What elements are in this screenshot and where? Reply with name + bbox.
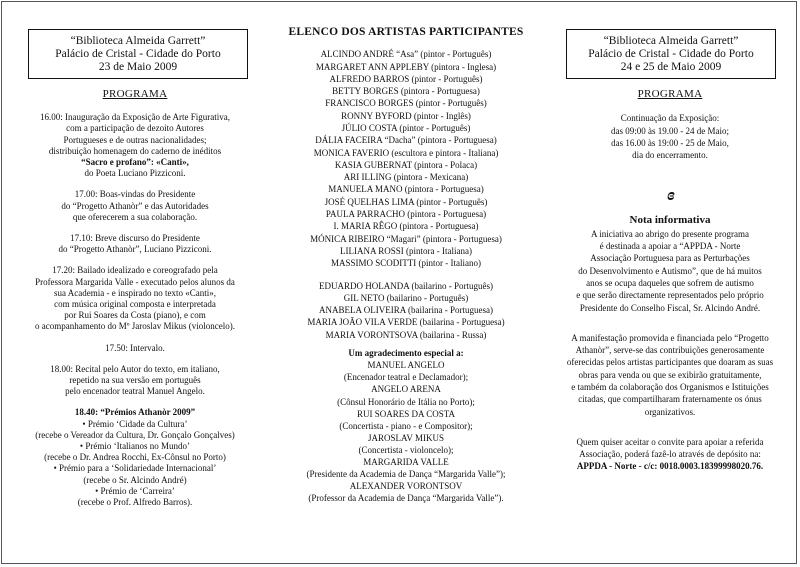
note-paragraph-1 xyxy=(550,228,790,314)
spacer xyxy=(272,270,540,280)
programme-item xyxy=(10,189,260,223)
programme-item-line: (recebe o Dr. Andrea Rocchi, Ex-Cônsul no Porto) xyxy=(44,452,226,463)
left-venue-date: 23 de Maio 2009 xyxy=(98,61,178,73)
acknowledgement-line: JAROSLAV MIKUS xyxy=(368,432,444,443)
programme-item-line: o acompanhamento do Mº Jaroslav Mikus (violoncelo). xyxy=(35,321,235,332)
artist-entry: MARIA JOÃO VILA VERDE (bailarina - Portuguesa) xyxy=(307,317,505,328)
left-venue-box xyxy=(28,29,248,79)
continuation-line: das 09:00 às 19.00 - 24 de Maio; xyxy=(611,125,729,136)
acknowledgement-line: ANGELO ARENA xyxy=(371,384,441,395)
left-venue-line: Palácio de Cristal - Cidade do Porto xyxy=(55,48,221,60)
programme-item xyxy=(10,364,260,398)
programme-item-line: 17.20: Bailado idealizado e coreografado pela xyxy=(52,265,218,276)
continuation-line: Continuação da Exposição: xyxy=(620,113,720,124)
artist-entry: MONICA FAVERIO (escultora e pintora - Italiana) xyxy=(313,147,499,158)
right-venue-box xyxy=(566,29,776,79)
right-programa-heading: PROGRAMA xyxy=(637,88,703,100)
programme-item-line: pelo encenador teatral Manuel Angelo. xyxy=(65,386,205,397)
programme-item-line: • Prémio de ‘Carreira’ xyxy=(95,485,175,496)
artist-entry: ALFREDO BARROS (pintor - Português) xyxy=(329,73,483,84)
note-line: e que serão directamente representados pelo próprio xyxy=(576,290,764,301)
programme-item-line: • Prémio ‘Cidade da Cultura’ xyxy=(82,418,188,429)
artist-entry: MÓNICA RIBEIRO “Magari” (pintora - Portuguesa) xyxy=(310,233,502,244)
programme-item-line: do Poeta Luciano Pizziconi. xyxy=(84,168,186,179)
bank-account-line: APPDA - Norte - c/c: 0018.0003.18399998020.76. xyxy=(576,460,764,471)
artist-entry: BETTY BORGES (pintora - Portuguesa) xyxy=(332,86,480,97)
acknowledgement-line: (Cônsul Honorário de Itália no Porto); xyxy=(337,396,475,407)
programme-item-line: 16.00: Inauguração da Exposição de Arte Figurativa, xyxy=(40,112,230,123)
note-line: Associação, poderá fazê-lo através de depósito na: xyxy=(579,449,761,460)
note-heading: Nota informativa xyxy=(629,213,711,226)
note-line: e também da colaboração dos Organismos e Istituições xyxy=(571,382,769,393)
artist-entry: MARGARET ANN APPLEBY (pintora - Inglesa) xyxy=(315,61,497,72)
note-line: é destinada a apoiar a “APPDA - Norte xyxy=(599,241,741,252)
programme-item-line: que oferecerem a sua colaboração. xyxy=(72,211,198,222)
artist-entry: MANUELA MANO (pintora - Portuguesa) xyxy=(328,184,484,195)
programme-item xyxy=(10,112,260,179)
acknowledgement-line: (Presidente da Academia de Dança “Margarida Valle”); xyxy=(306,469,506,480)
note-paragraph-2 xyxy=(550,332,790,418)
artist-entry: JOSÉ QUELHAS LIMA (pintor - Português) xyxy=(324,196,488,207)
ornament-icon: ɞ xyxy=(667,185,673,205)
artists-list-dancers xyxy=(272,280,540,341)
acknowledgement-line: (Professor da Academia de Dança “Margarida Valle”). xyxy=(308,493,504,504)
programme-item xyxy=(10,343,260,354)
right-venue-date: 24 e 25 de Maio 2009 xyxy=(620,61,722,73)
right-venue-line: Palácio de Cristal - Cidade do Porto xyxy=(588,48,754,60)
artist-entry: KASIA GUBERNAT (pintora - Polaca) xyxy=(334,159,478,170)
note-line: Athanòr”, serve-se das contribuições generosamente xyxy=(575,345,765,356)
acknowledgement-line: MANUEL ANGELO xyxy=(367,360,445,371)
programme-item-line: sua Academia - e inspirado no texto «Canti», xyxy=(54,287,216,298)
acknowledgement-line: RUI SOARES DA COSTA xyxy=(356,408,456,419)
artist-entry: ARI ILLING (pintora - Mexicana) xyxy=(343,172,469,183)
artist-entry: JÚLIO COSTA (pintor - Português) xyxy=(341,122,471,133)
artist-entry: ALCINDO ANDRÉ “Asa” (pintor - Português) xyxy=(320,49,492,60)
note-line: organizativos. xyxy=(644,406,696,417)
programme-item-line: “Sacro e profano”: «Canti», xyxy=(81,157,189,168)
programme-item-line: Professora Margarida Valle - executado pelos alunos da xyxy=(35,276,235,287)
programme-item-line: (recebe o Sr. Alcindo André) xyxy=(83,474,187,485)
programme-item xyxy=(10,233,260,255)
left-column xyxy=(10,2,260,518)
acknowledgement-line: MARGARIDA VALLE xyxy=(363,456,449,467)
programme-item-line: (recebe o Vereador da Cultura, Dr. Gonçalo Gonçalves) xyxy=(35,429,235,440)
middle-column xyxy=(272,2,540,504)
note-line: citadas, que compartilharam fraternamente os ónus xyxy=(578,394,762,405)
acknowledgement-line: ALEXANDER VORONTSOV xyxy=(349,481,463,492)
acknowledgement-list xyxy=(272,359,540,504)
programme-item-line: 18.40: “Prémios Athanòr 2009” xyxy=(74,407,196,418)
programme-item-line: 18.00: Recital pelo Autor do texto, em italiano, xyxy=(50,363,220,374)
left-programme-items xyxy=(10,112,260,508)
note-line: obras para venda ou que se exibirão gratuitamente, xyxy=(578,369,762,380)
programme-item-line: do “Progetto Athanòr” e das Autoridades xyxy=(61,200,209,211)
artist-entry: GIL NETO (bailarino - Português) xyxy=(343,292,469,303)
exhibition-continuation xyxy=(550,112,790,161)
artist-entry: I. MARIA RÊGO (pintora - Portuguesa) xyxy=(333,221,479,232)
brochure-page xyxy=(1,1,797,564)
programme-item-line: 17.00: Boas-vindas do Presidente xyxy=(74,189,196,200)
right-venue-line: “Biblioteca Almeida Garrett” xyxy=(603,35,739,47)
artist-entry: MARIA VORONTSOVA (bailarina - Russa) xyxy=(325,329,487,340)
programme-item-line: 17.50: Intervalo. xyxy=(105,342,165,353)
acknowledgement-line: (Concertista - piano - e Compositor); xyxy=(339,420,473,431)
artists-title: ELENCO DOS ARTISTAS PARTICIPANTES xyxy=(288,26,524,38)
note-paragraph-3 xyxy=(550,436,790,461)
continuation-line: das 16.00 às 19:00 - 25 de Maio, xyxy=(611,137,729,148)
note-line: Quem quiser aceitar o convite para apoiar a referida xyxy=(576,436,764,447)
programme-item-line: com música original composta e interpretada xyxy=(54,299,216,310)
artist-entry: FRANCISCO BORGES (pintor - Português) xyxy=(325,98,487,109)
note-line: Presidente do Conselho Fiscal, Sr. Alcindo André. xyxy=(579,302,761,313)
programme-item-line: com a participação de dezoito Autores xyxy=(66,123,204,134)
programme-item xyxy=(10,265,260,332)
note-line: anos se ocupa daqueles que sofrem de autismo xyxy=(586,277,754,288)
artist-entry: RONNY BYFORD (pintor - Inglês) xyxy=(341,110,471,121)
artists-list-painters xyxy=(272,48,540,269)
programme-item-line: distribuição homenagem do caderno de inéditos xyxy=(48,145,222,156)
continuation-line: dia do encerramento. xyxy=(632,150,708,161)
left-programa-heading: PROGRAMA xyxy=(102,88,168,100)
acknowledgement-heading: Um agradecimento especial a: xyxy=(348,348,464,359)
programme-item-line: • Prémio ‘Italianos no Mundo’ xyxy=(79,441,191,452)
note-line: do Desenvolvimento e Autismo”, que de há muitos xyxy=(578,265,762,276)
programme-item-line: (recebe o Prof. Alfredo Barros). xyxy=(77,497,193,508)
artist-entry: ANABELA OLIVEIRA (bailarina - Portuguesa) xyxy=(319,305,493,316)
programme-item-line: repetido na sua versão em português xyxy=(69,375,201,386)
note-line: A manifestação promovida e financiada pelo “Progetto xyxy=(571,332,769,343)
right-column xyxy=(550,2,790,472)
programme-item-line: • Prémio para a ‘Solidariedade Internacional’ xyxy=(53,463,217,474)
acknowledgement-line: (Encenador teatral e Declamador); xyxy=(343,372,469,383)
artist-entry: PAULA PARRACHO (pintora - Portuguesa) xyxy=(325,209,487,220)
artist-entry: DÁLIA FACEIRA “Dacha” (pintora - Portuguesa) xyxy=(315,135,497,146)
programme-item-line: Portugueses e de outras nacionalidades; xyxy=(63,134,207,145)
note-line: oferecidas pelos artistas participantes que doaram as suas xyxy=(566,357,774,368)
artist-entry: LILIANA ROSSI (pintora - Italiana) xyxy=(340,245,472,256)
artist-entry: EDUARDO HOLANDA (bailarino - Português) xyxy=(319,280,493,291)
programme-item-line: por Rui Soares da Costa (piano), e com xyxy=(64,310,206,321)
programme-item-line: do “Progetto Athanòr”, Luciano Pizziconi. xyxy=(58,244,212,255)
programme-item-line: 17.10: Breve discurso do Presidente xyxy=(70,233,200,244)
artist-entry: MASSIMO SCODITTI (pintor - Italiano) xyxy=(331,258,481,269)
note-line: A iniciativa ao abrigo do presente programa xyxy=(591,228,749,239)
programme-item xyxy=(10,407,260,508)
acknowledgement-line: (Concertista - violoncelo); xyxy=(358,444,454,455)
note-line: Associação Portuguesa para as Perturbações xyxy=(590,253,750,264)
left-venue-line: “Biblioteca Almeida Garrett” xyxy=(70,35,206,47)
